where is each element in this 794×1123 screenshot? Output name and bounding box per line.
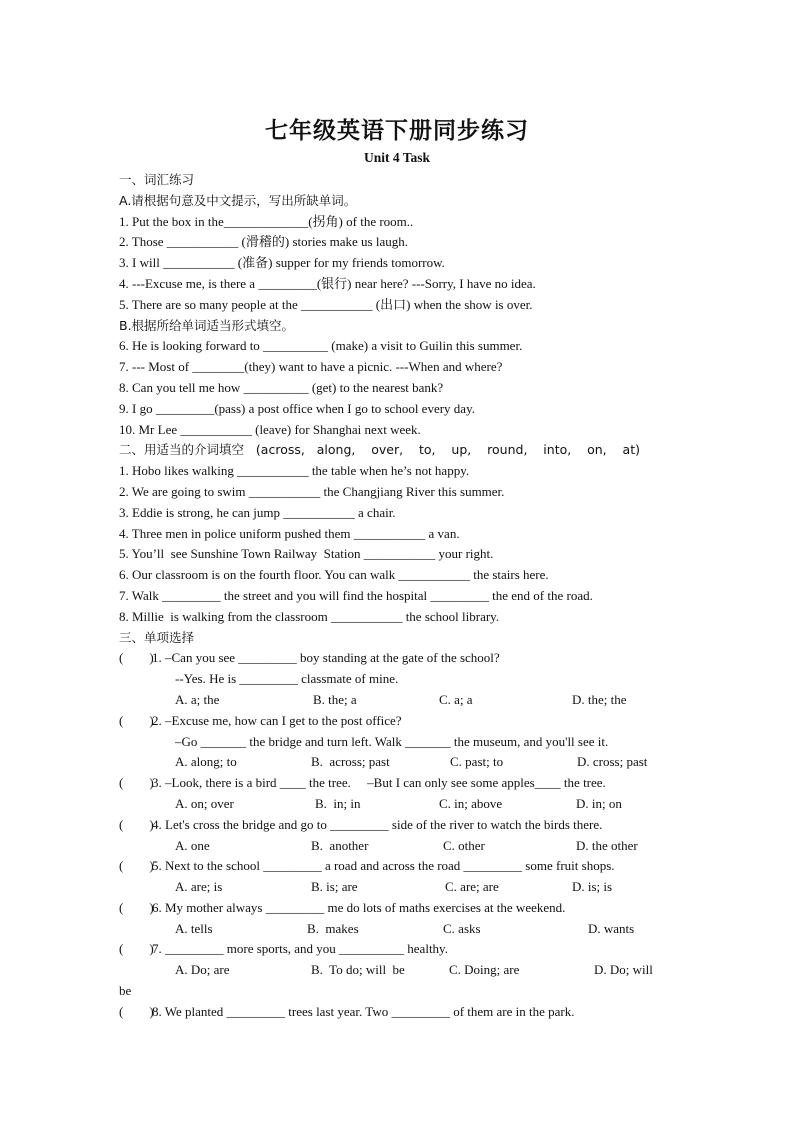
option-b: B. To do; will be bbox=[311, 962, 405, 978]
section-heading: 二、用适当的介词填空 (across, along, over, to, up, round, into, on, at) bbox=[119, 442, 640, 458]
answer-bracket[interactable]: ( ) bbox=[119, 1003, 154, 1019]
option-b: B. another bbox=[311, 837, 369, 853]
exercise-item: 2. We are going to swim ___________ the Changjiang River this summer. bbox=[119, 483, 505, 499]
exercise-item: 2. Those ___________ (滑稽的) stories make us laugh. bbox=[119, 234, 408, 250]
option-a: A. on; over bbox=[175, 795, 234, 811]
exercise-item: 4. ---Excuse me, is there a _________(银行) near here? ---Sorry, I have no idea. bbox=[119, 275, 536, 291]
question-text: 2. –Excuse me, how can I get to the post office? bbox=[152, 712, 402, 728]
option-a: A. tells bbox=[175, 920, 213, 936]
question-text: 5. Next to the school _________ a road and across the road _________ some fruit shops. bbox=[152, 858, 615, 874]
exercise-item: 8. Millie is walking from the classroom ___________ the school library. bbox=[119, 608, 500, 624]
option-b: B. in; in bbox=[315, 795, 361, 811]
option-a: A. along; to bbox=[175, 754, 237, 770]
option-wrap-text: be bbox=[119, 983, 132, 999]
question-row bbox=[119, 856, 664, 877]
options-row bbox=[119, 836, 664, 857]
exercise-item: 6. He is looking forward to __________ (make) a visit to Guilin this summer. bbox=[119, 338, 523, 354]
exercise-item: 7. --- Most of ________(they) want to have a picnic. ---When and where? bbox=[119, 359, 503, 375]
exercise-item: 4. Three men in police uniform pushed them ___________ a van. bbox=[119, 525, 460, 541]
exercise-item: 5. There are so many people at the ___________ (出口) when the show is over. bbox=[119, 296, 533, 312]
option-b: B. across; past bbox=[311, 754, 390, 770]
option-d: D. Do; will bbox=[594, 962, 653, 978]
question-row bbox=[119, 711, 664, 732]
question-text: 7. _________ more sports, and you __________ healthy. bbox=[152, 941, 448, 957]
part-heading: B.根据所给单词适当形式填空。 bbox=[119, 317, 295, 333]
option-c: C. past; to bbox=[450, 754, 504, 770]
question-text: 4. Let's cross the bridge and go to _________ side of the river to watch the birds there. bbox=[152, 816, 603, 832]
exercise-item: 1. Put the box in the_____________(拐角) of the room.. bbox=[119, 213, 414, 229]
option-d: D. cross; past bbox=[577, 754, 648, 770]
option-a: A. are; is bbox=[175, 879, 223, 895]
options-row bbox=[119, 794, 664, 815]
exercise-item: 7. Walk _________ the street and you will find the hospital _________ the end of the road. bbox=[119, 587, 593, 603]
answer-bracket[interactable]: ( ) bbox=[119, 650, 154, 666]
question-text: 8. We planted _________ trees last year. Two _________ of them are in the park. bbox=[152, 1003, 575, 1019]
question-subline: –Go _______ the bridge and turn left. Walk _______ the museum, and you'll see it. bbox=[175, 733, 609, 749]
option-d: D. is; is bbox=[572, 879, 613, 895]
option-b: B. makes bbox=[307, 920, 359, 936]
question-row bbox=[119, 939, 664, 960]
exercise-item: 9. I go _________(pass) a post office when I go to school every day. bbox=[119, 400, 475, 416]
option-c: C. other bbox=[443, 837, 485, 853]
answer-bracket[interactable]: ( ) bbox=[119, 899, 154, 915]
option-b: B. the; a bbox=[313, 691, 357, 707]
options-row bbox=[119, 690, 664, 711]
question-row bbox=[119, 815, 664, 836]
option-c: C. asks bbox=[443, 920, 481, 936]
worksheet-body bbox=[119, 170, 664, 1023]
option-c: C. a; a bbox=[439, 691, 473, 707]
exercise-item: 10. Mr Lee ___________ (leave) for Shanghai next week. bbox=[119, 421, 421, 437]
answer-bracket[interactable]: ( ) bbox=[119, 775, 154, 791]
page-subtitle: Unit 4 Task bbox=[363, 150, 431, 165]
option-d: D. wants bbox=[588, 920, 635, 936]
answer-bracket[interactable]: ( ) bbox=[119, 816, 154, 832]
options-row bbox=[119, 877, 664, 898]
part-heading: A.请根据句意及中文提示，写出所缺单词。 bbox=[119, 192, 357, 208]
question-text: 1. –Can you see _________ boy standing at the gate of the school? bbox=[152, 650, 500, 666]
option-c: C. Doing; are bbox=[449, 962, 520, 978]
options-row bbox=[119, 919, 664, 940]
option-a: A. Do; are bbox=[175, 962, 230, 978]
exercise-item: 8. Can you tell me how __________ (get) to the nearest bank? bbox=[119, 379, 444, 395]
section-heading: 一、词汇练习 bbox=[119, 172, 195, 187]
answer-bracket[interactable]: ( ) bbox=[119, 712, 154, 728]
option-d: D. in; on bbox=[576, 795, 622, 811]
exercise-item: 3. Eddie is strong, he can jump ___________ a chair. bbox=[119, 504, 396, 520]
option-c: C. in; above bbox=[439, 795, 503, 811]
option-a: A. a; the bbox=[175, 691, 220, 707]
question-subline: --Yes. He is _________ classmate of mine. bbox=[175, 671, 399, 687]
exercise-item: 5. You’ll see Sunshine Town Railway Station ___________ your right. bbox=[119, 546, 494, 562]
question-row bbox=[119, 898, 664, 919]
question-text: 3. –Look, there is a bird ____ the tree. –But I can only see some apples____ the tree. bbox=[152, 775, 606, 791]
exercise-item: 3. I will ___________ (准备) supper for my friends tomorrow. bbox=[119, 255, 445, 271]
question-row bbox=[119, 773, 664, 794]
exercise-item: 6. Our classroom is on the fourth floor. You can walk ___________ the stairs here. bbox=[119, 567, 549, 583]
question-text: 6. My mother always _________ me do lots of maths exercises at the weekend. bbox=[152, 899, 566, 915]
option-d: D. the other bbox=[576, 837, 638, 853]
answer-bracket[interactable]: ( ) bbox=[119, 858, 154, 874]
section-heading: 三、单项选择 bbox=[119, 629, 195, 645]
question-row bbox=[119, 1002, 664, 1023]
question-row bbox=[119, 648, 664, 669]
option-d: D. the; the bbox=[572, 691, 627, 707]
exercise-item: 1. Hobo likes walking ___________ the table when he’s not happy. bbox=[119, 463, 470, 479]
option-a: A. one bbox=[175, 837, 210, 853]
options-row bbox=[119, 960, 664, 981]
options-row bbox=[119, 752, 664, 773]
answer-bracket[interactable]: ( ) bbox=[119, 941, 154, 957]
page-title: 七年级英语下册同步练习 bbox=[265, 117, 529, 144]
option-c: C. are; are bbox=[445, 879, 499, 895]
option-b: B. is; are bbox=[311, 879, 358, 895]
